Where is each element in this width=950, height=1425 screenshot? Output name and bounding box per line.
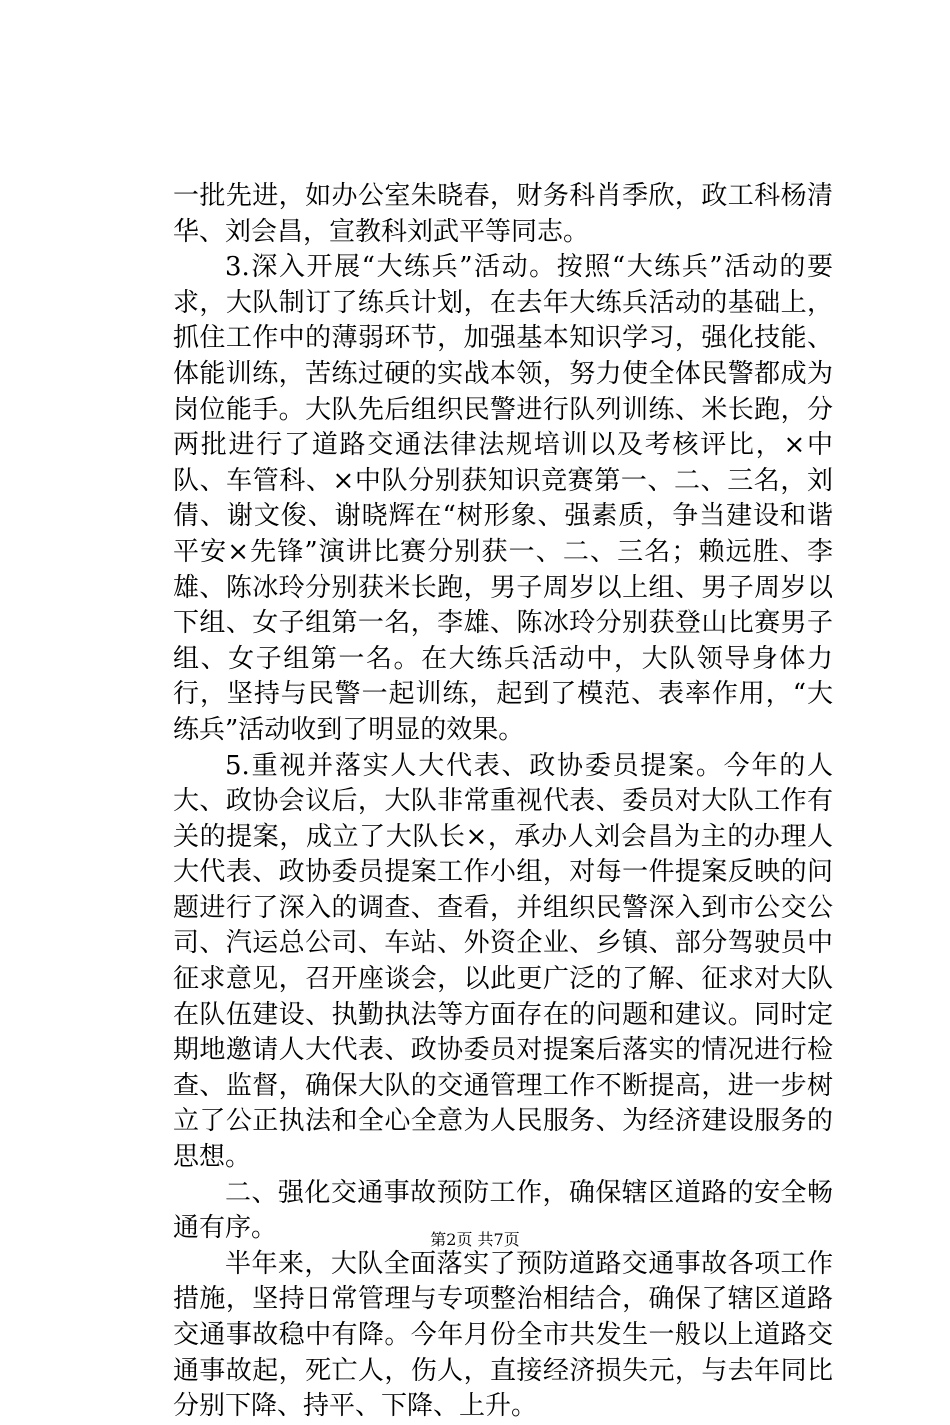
- paragraph-big-training: 3.深入开展“大练兵”活动。按照“大练兵”活动的要求，大队制订了练兵计划，在去年大练兵活动的基础上，抓住工作中的薄弱环节，加强基本知识学习，强化技能、体能训练，苦练过硬的实战本领，努力使全体民警都成为岗位能手。大队先后组织民警进行队列训练、米长跑，分两批进行了道路交通法律法规培训以及考核评比，×中队、车管科、×中队分别获知识竞赛第一、二、三名，刘倩、谢文俊、谢晓辉在“树形象、强素质，争当建设和谐平安×先锋”演讲比赛分别获一、二、三名；赖远胜、李雄、陈冰玲分别获米长跑，男子周岁以上组、男子周岁以下组、女子组第一名，李雄、陈冰玲分别获登山比赛男子组、女子组第一名。在大练兵活动中，大队领导身体力行，坚持与民警一起训练，起到了模范、表率作用，“大练兵”活动收到了明显的效果。: [173, 252, 833, 745]
- paragraph-continuation: 一批先进，如办公室朱晓春，财务科肖季欣，政工科杨清华、刘会昌，宣教科刘武平等同志。: [173, 181, 833, 247]
- page-number: 第2页 共7页: [430, 1230, 520, 1249]
- section-heading-accident-prevention: 二、强化交通事故预防工作，确保辖区道路的安全畅通有序。: [173, 1177, 833, 1244]
- paragraph-npc-proposals: 5.重视并落实人大代表、政协委员提案。今年的人大、政协会议后，大队非常重视代表、委员对大队工作有关的提案，成立了大队长×，承办人刘会昌为主的办理人大代表、政协委员提案工作小组，对每一件提案反映的问题进行了深入的调查、查看，并组织民警深入到市公交公司、汽运总公司、车站、外资企业、乡镇、部分驾驶员中征求意见，召开座谈会，以此更广泛的了解、征求对大队在队伍建设、执勤执法等方面存在的问题和建议。同时定期地邀请人大代表、政协委员对提案后落实的情况进行检查、监督，确保大队的交通管理工作不断提高，进一步树立了公正执法和全心全意为人民服务、为经济建设服务的思想。: [173, 750, 833, 1173]
- page-footer: [0, 1230, 950, 1250]
- paragraph-half-year-summary: 半年来，大队全面落实了预防道路交通事故各项工作措施，坚持日常管理与专项整治相结合，确保了辖区道路交通事故稳中有降。今年月份全市共发生一般以上道路交通事故起，死亡人，伤人，直接经济损失元，与去年同比分别下降、持平、下降、上升。: [173, 1248, 833, 1422]
